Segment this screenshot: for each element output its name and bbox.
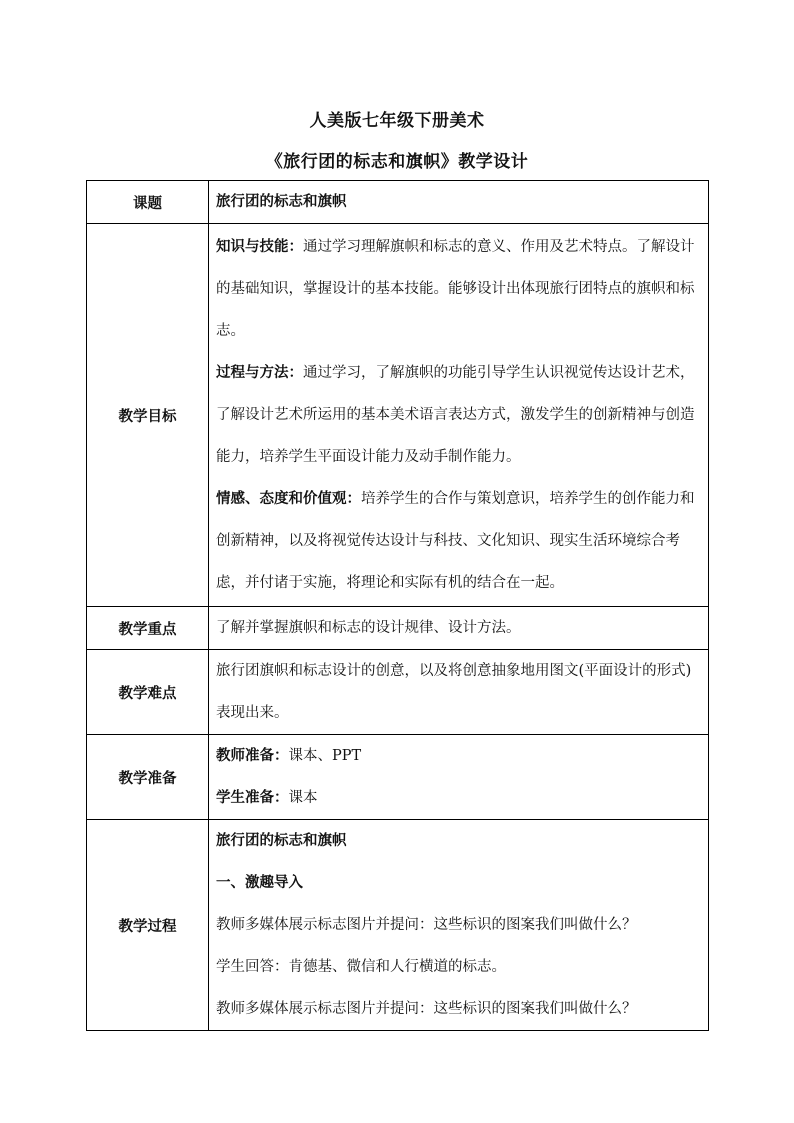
- preparation-label: 教学准备: [87, 735, 209, 820]
- student-preparation-value: 课本: [288, 790, 318, 806]
- process-label: 教学过程: [87, 820, 209, 1031]
- preparation-content: [209, 735, 709, 820]
- goal-attitude-text: 培养学生的合作与策划意识，培养学生的创作能力和创新精神，以及将视觉传达设计与科技、文化知识、现实生活环境综合考虑，并付诸于实施，将理论和实际有机的结合在一起。: [216, 491, 695, 591]
- teacher-preparation-value: 课本、PPT: [288, 748, 362, 764]
- goal-process: [216, 352, 702, 478]
- table-row-process: [87, 820, 709, 1031]
- goal-attitude-heading: 情感、态度和价值观：: [216, 490, 361, 507]
- goal-knowledge-text: 通过学习理解旗帜和标志的意义、作用及艺术特点。了解设计的基础知识，掌握设计的基本技能。能够设计出体现旅行团特点的旗帜和标志。: [216, 239, 695, 339]
- student-preparation-heading: 学生准备：: [216, 789, 289, 806]
- table-row-difficulty: [87, 650, 709, 735]
- teacher-preparation: [216, 735, 702, 777]
- topic-text: 旅行团的标志和旗帜: [216, 193, 347, 210]
- process-line: 教师多媒体展示标志图片并提问：这些标识的图案我们叫做什么？: [216, 917, 637, 933]
- lesson-plan-table: [86, 180, 709, 1031]
- process-content: [209, 820, 709, 1031]
- difficulty-label: 教学难点: [87, 650, 209, 735]
- goal-process-heading: 过程与方法：: [216, 364, 303, 381]
- focus-label: 教学重点: [87, 607, 209, 650]
- goal-attitude: [216, 478, 702, 604]
- process-title: 旅行团的标志和旗帜: [216, 832, 347, 849]
- process-section-heading: 一、激趣导入: [216, 874, 303, 891]
- table-row-topic: [87, 181, 709, 224]
- difficulty-value: 旅行团旗帜和标志设计的创意，以及将创意抽象地用图文(平面设计的形式)表现出来。: [209, 650, 709, 735]
- goal-knowledge: [216, 226, 702, 352]
- process-line: 教师多媒体展示标志图片并提问：这些标识的图案我们叫做什么？: [216, 1001, 637, 1017]
- table-row-focus: [87, 607, 709, 650]
- goal-process-text: 通过学习，了解旗帜的功能引导学生认识视觉传达设计艺术，了解设计艺术所运用的基本美术语言表达方式，激发学生的创新精神与创造能力，培养学生平面设计能力及动手制作能力。: [216, 365, 695, 465]
- table-row-goals: [87, 224, 709, 607]
- process-line: 学生回答：肯德基、微信和人行横道的标志。: [216, 959, 506, 975]
- goals-content: [209, 224, 709, 607]
- goals-label: 教学目标: [87, 224, 209, 607]
- student-preparation: [216, 777, 702, 819]
- topic-value: [209, 181, 709, 224]
- focus-value: 了解并掌握旗帜和标志的设计规律、设计方法。: [209, 607, 709, 650]
- document-title: 人美版七年级下册美术: [309, 111, 485, 131]
- document-subtitle: 《旅行团的标志和旗帜》教学设计: [265, 152, 529, 172]
- topic-label: 课题: [87, 181, 209, 224]
- table-row-preparation: [87, 735, 709, 820]
- goal-knowledge-heading: 知识与技能：: [216, 238, 303, 255]
- teacher-preparation-heading: 教师准备：: [216, 747, 289, 764]
